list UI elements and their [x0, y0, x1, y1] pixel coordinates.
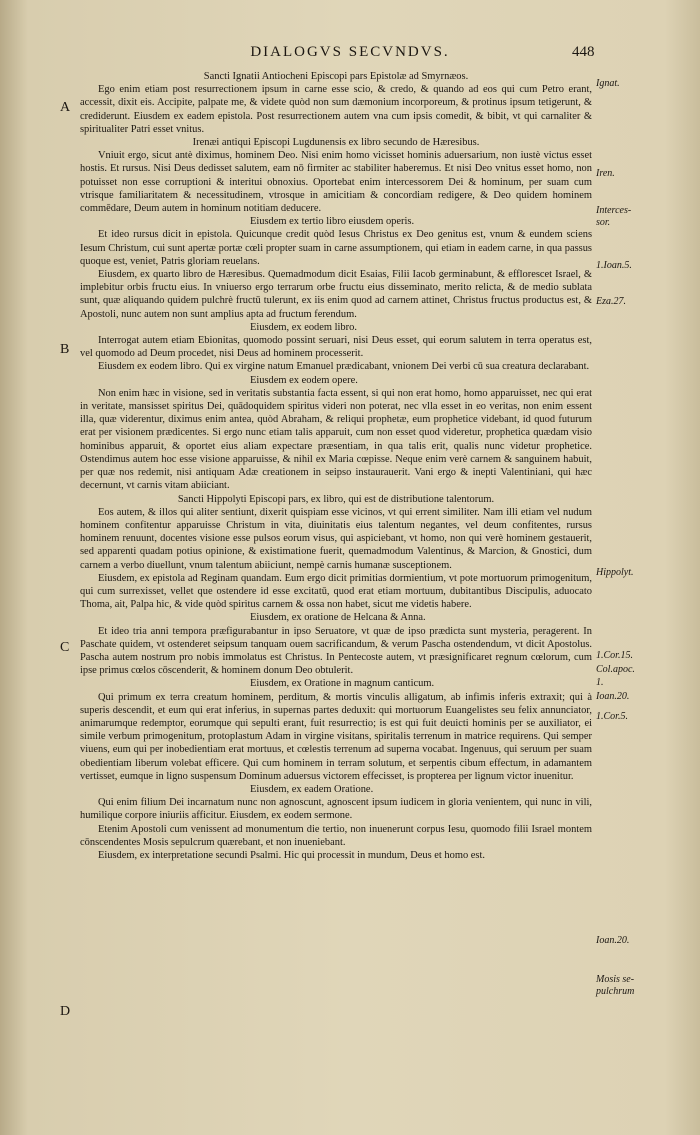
- marginal-note-interces: Interces-: [596, 205, 632, 216]
- marginal-note-mosis: Mosis se-: [596, 974, 635, 985]
- section-heading: Eiusdem, ex oratione de Helcana & Anna.: [250, 612, 426, 624]
- body-paragraph: Non enim hæc in visione, sed in veritatis substantia facta essent, si qui non erat homo, homo apparuisset, nec qui erat in veritate, mansisset spiritus Dei, quādoquidem spiritus videri non poterat, nec vlla esset in eo veritas, non enim essent illa, quæ viderentur, diximus enim antea, quòd Abraham, & reliqui prophetæ, eum prophetice videbant, id quod futurum erat per visionem prædicentes. Si ergo nunc etiam talis apparuit, cum non esset quod videretur, prophetica quædam visio hominibus apparuit, & oportet eius aliam expectare præsentiam, in qua talis erit, qualis nunc videtur prophetice. Ostendimus autem hoc esse visione apparuisse, & nihil ex Maria cœpisse. Neque enim verè carnem & sanguinem habuit, per quæ nos redemit, nisi antiquam Adæ creationem in seipso instaurauerit. Vani ergo & inepti Valentiniani, qui hæc decernunt, vt carnis vitam abiiciant.: [80, 387, 592, 492]
- section-heading: Eiusdem, ex Oratione in magnum canticum.: [250, 678, 435, 690]
- body-paragraph: Vniuit ergo, sicut antè diximus, hominem Deo. Nisi enim homo vicisset hominis aduersarium, non iustè victus esset hostis. Et rursus. Nisi Deus dedisset salutem, eam nō firmiter ac stabiliter haberemus. Et nisi Deo vnitus esset homo, non potuisset non esse corruptioni & interitui obnoxius. Oportebat enim intercessorem Dei & hominum, per suam cum vtrisque familiaritatem & necessitudinem, vtrosque in amicitiam & concordiam redigere, & Deo quidem hominem commēdare, Deum autem in hominum notitiam deducere.: [80, 150, 592, 215]
- body-paragraph: Eos autem, & illos qui aliter sentiunt, dixerit quispiam esse vicinos, vt qui errent similiter. Nam illi etiam vel nudum hominem confitentur apparuisse Christum in vita, diuinitatis eius talentum negantes, vel deum confitentes, rursus hominem renuunt, docentes visione esse pulsos eorum visus, qui aspiciebant, vt homo, non qui verè hominem gestauerit, sed apparenti quadam potius opinione, & existimatione fuerit, quemadmodum Valentinus, & Marcion, & Gnostici, dum carnem a verbo diuellunt, vnum talentum abiiciunt, nempè carnis humanæ susceptionem.: [80, 506, 592, 571]
- page-number: 448: [572, 44, 595, 60]
- body-paragraph: Eiusdem ex eodem libro. Qui ex virgine natum Emanuel prædicabant, vnionem Dei verbi cū sua creatura declarabant.: [98, 361, 590, 373]
- marginal-note-ignat: Ignat.: [596, 78, 620, 89]
- body-paragraph: Qui primum ex terra creatum hominem, perditum, & mortis vinculis alligatum, ab infimis inferis extraxit; qui à superis descendit, et eum qui erat inferius, in supernas partes deduxit: qui mortuorum Euangelistes seu felix annunciator, animarumque redemptor, eorumque qui sepulti erant, fuit resurrectio; is est qui fuit deuicti hominis per se auxiliator, ei simile verbum primogenitum, protoplastum Adam in virgine visitans, spiritalis terrenum in matrice requirens. Qui semper viuens, eum qui per inobedientiam erat mortuus, et cœlestis terrenum ad superna vocabat. Ingenuus, qui seruum per suam obedientiam liberum volebat efficere. Qui cum hominem in terram solutum, et serpentis cibum effectum, in adamantem vertisset, eumque in ligno suspensum Dominum aduersus victorem effecisset, is propterea per lignum victor inuenitur.: [80, 691, 592, 782]
- marginal-note-sor: sor.: [596, 217, 611, 228]
- marginal-note-sepulchrum: pulchrum: [596, 986, 635, 997]
- body-paragraph: Etenim Apostoli cum venissent ad monumentum die tertio, non inuenerunt corpus Iesu, quomodo filii Israel montem cōnscendentes Mosis sepulcrum quærebant, et non inueniebant.: [80, 823, 592, 848]
- marginal-note-eza27: Eza.27.: [596, 296, 626, 307]
- section-letter-a: A: [60, 100, 71, 115]
- section-heading: Irenæi antiqui Episcopi Lugdunensis ex libro secundo de Hæresibus.: [192, 137, 480, 149]
- body-paragraph: Qui enim filium Dei incarnatum nunc non agnoscunt, agnoscent ipsum iudicem in gloria venientem, qui nunc in vili, humilique corpore iniuriis afficitur. Eiusdem, ex eodem sermone.: [80, 797, 592, 822]
- body-paragraph: Et ideo tria anni tempora præfigurabantur in ipso Seruatore, vt quæ de ipso prædicta sunt mysteria, peragerent. In Paschate quidem, vt ostenderet seipsum tanquam ouem sacrificandum, & verum Pascha ostendendum, vt dicit Apostolus. Pascha autem nostrum pro nobis immolatus est Christus. In Pentecoste autem, vt præsignificaret regnum cœlorum, cum ipse primus cœlos cōscenderit, & hominem donum Deo obtulerit.: [80, 625, 592, 677]
- section-heading: Eiusdem ex eodem opere.: [250, 374, 358, 386]
- body-paragraph: Et ideo rursus dicit in epistola. Quicunque credit quòd Iesus Christus ex Deo genitus est, vnum & eundem sciens Iesum Christum, cui sunt apertæ portæ cœli propter suam in carne assumptionem, qui etiam in eadem carne, in qua passus quoque est, veniet, Patris gloriam reuelans.: [80, 229, 592, 267]
- page-header-title: DIALOGVS SECVNDVS.: [250, 44, 450, 60]
- marginal-note-colapoc: Col.apoc.: [596, 664, 635, 675]
- body-paragraph: Eiusdem, ex interpretatione secundi Psalmi. Hic qui processit in mundum, Deus et homo est.: [98, 849, 485, 861]
- body-paragraph: Eiusdem, ex quarto libro de Hæresibus. Quemadmodum dicit Esaias, Filii Iacob germinabunt, & efflorescet Israel, & implebitur orbis fructu eius. In vniuerso ergo terrarum orbe fructu eius disseminato, merito relicta, & de medio sublata sunt, quæ aliquando quidem pulchrè fructū tulerunt, ex iis enim quod ad carnem attinet, Christus fructus productus est, & Apostoli, nunc autem non sunt amplius apta ad fructum ferendum.: [80, 269, 592, 320]
- section-heading: Eiusdem, ex eadem Oratione.: [250, 783, 374, 795]
- section-letter-d: D: [60, 1004, 71, 1019]
- main-text-column: [80, 70, 592, 862]
- marginal-note-ioan20-2: Ioan.20.: [596, 935, 630, 946]
- section-heading: Eiusdem ex tertio libro eiusdem operis.: [250, 216, 415, 228]
- marginal-note-ioan20: Ioan.20.: [596, 691, 630, 702]
- marginal-note-1cor15: 1.Cor.15.: [596, 650, 633, 661]
- marginal-note-1cor5: 1.Cor.5.: [596, 711, 628, 722]
- marginal-note-hippolyt: Hippolyt.: [596, 567, 634, 578]
- body-paragraph: Eiusdem, ex epistola ad Reginam quandam. Eum ergo dicit primitias dormientium, vt pote mortuorum primogenitum, qui cum surrexisset, vellet que ostendere id esse excitatū, quod erat etiam mortuum, dubitantibus Discipulis, aduocato Thoma, ait, Palpa hic, & vide quòd spiritus carnem & ossa non habet, sicut me videtis habere.: [80, 572, 592, 611]
- section-heading: Sancti Hippolyti Episcopi pars, ex libro, qui est de distributione talentorum.: [177, 493, 495, 505]
- section-heading: Sancti Ignatii Antiocheni Episcopi pars Epistolæ ad Smyrnæos.: [203, 71, 469, 82]
- marginal-note-1: 1.: [596, 677, 604, 688]
- section-letter-b: B: [60, 342, 70, 357]
- section-letter-c: C: [60, 640, 70, 655]
- section-heading: Eiusdem, ex eodem libro.: [250, 321, 357, 333]
- body-paragraph: Ego enim etiam post resurrectionem ipsum in carne esse scio, & credo, & quando ad eos qui cum Petro erant, accessit, dixit eis. Accipite, palpate me, & videte quòd non sum dæmonium incorporeum, & protinus ipsum tetigerunt, & crediderunt. Eiusdem ex eadem epistola. Post resurrectionem autem vna cum ipsis comedit, & bibit, vt qui carnaliter & spiritualiter Patri esset vnitus.: [80, 84, 592, 135]
- body-paragraph: Interrogat autem etiam Ebionitas, quomodo possint seruari, nisi Deus esset, qui eorum salutem in terra operatus est, vel quomodo ad Deum procedet, nisi Deus ad hominem processerit.: [80, 335, 592, 360]
- marginal-note-1ioan5: 1.Ioan.5.: [596, 260, 632, 271]
- marginal-note-iren: Iren.: [596, 168, 615, 179]
